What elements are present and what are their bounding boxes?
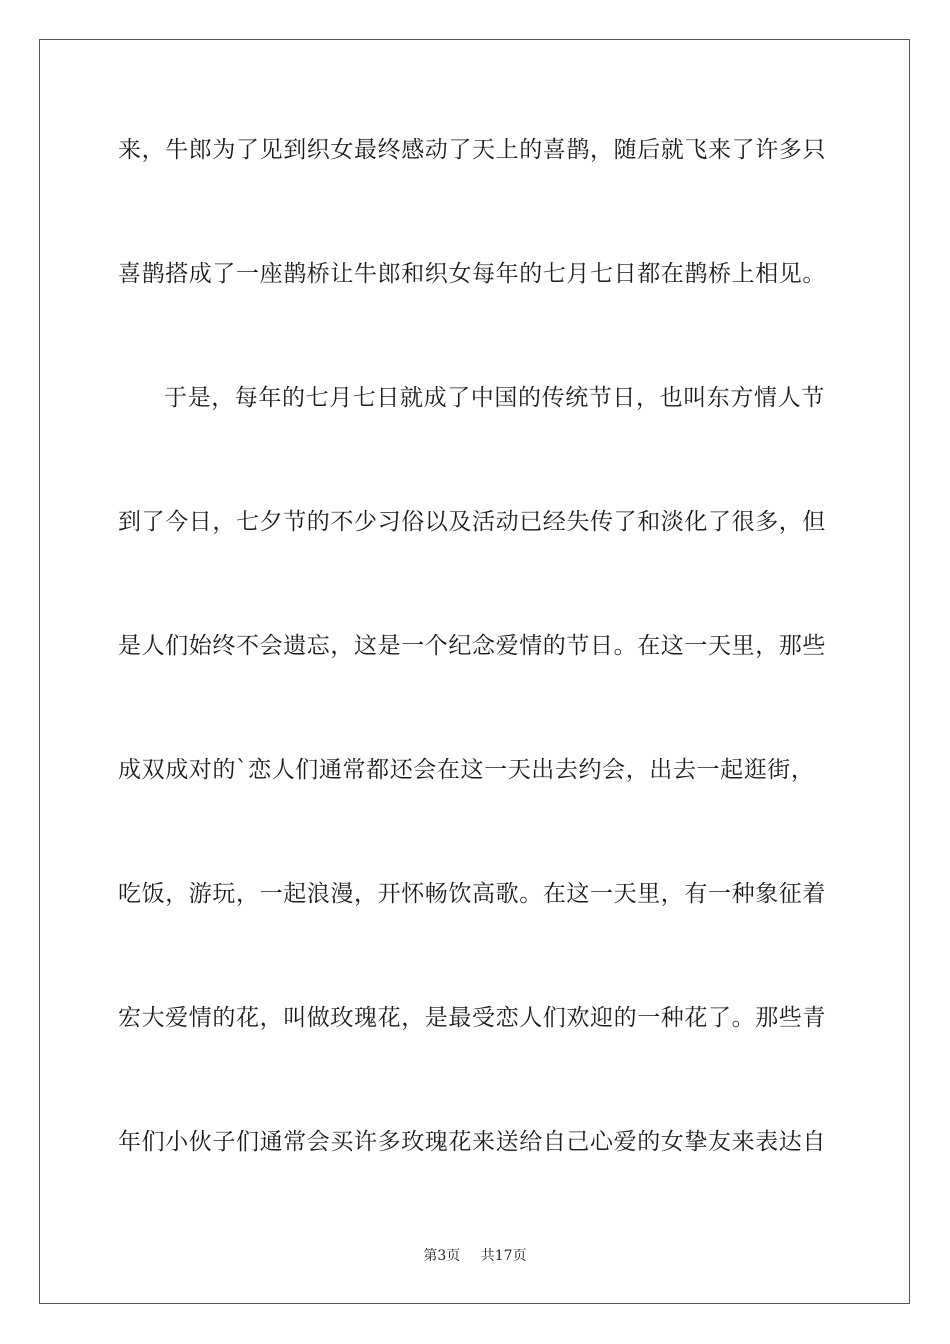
body-text-line: 成双成对的`恋人们通常都还会在这一天出去约会，出去一起逛街， [118, 757, 815, 783]
body-text-line: 到了今日，七夕节的不少习俗以及活动已经失传了和淡化了很多，但 [118, 509, 826, 535]
body-text-line: 是人们始终不会遗忘，这是一个纪念爱情的节日。在这一天里，那些 [118, 633, 826, 659]
page-border [39, 39, 910, 1304]
paragraph-first-line: 于是，每年的七月七日就成了中国的传统节日，也叫东方情人节 [164, 385, 825, 411]
body-text-line: 吃饭，游玩，一起浪漫，开怀畅饮高歌。在这一天里，有一种象征着 [118, 881, 826, 907]
body-text-line: 年们小伙子们通常会买许多玫瑰花来送给自己心爱的女挚友来表达自 [118, 1129, 826, 1155]
body-text-line: 宏大爱情的花，叫做玫瑰花，是最受恋人们欢迎的一种花了。那些青 [118, 1005, 826, 1031]
body-text-line: 喜鹊搭成了一座鹊桥让牛郎和织女每年的七月七日都在鹊桥上相见。 [118, 261, 826, 287]
page-number: 第3页 [423, 1248, 461, 1264]
page-footer [0, 1247, 950, 1265]
total-pages: 共17页 [480, 1248, 527, 1264]
body-text-line: 来，牛郎为了见到织女最终感动了天上的喜鹊，随后就飞来了许多只 [118, 137, 826, 163]
